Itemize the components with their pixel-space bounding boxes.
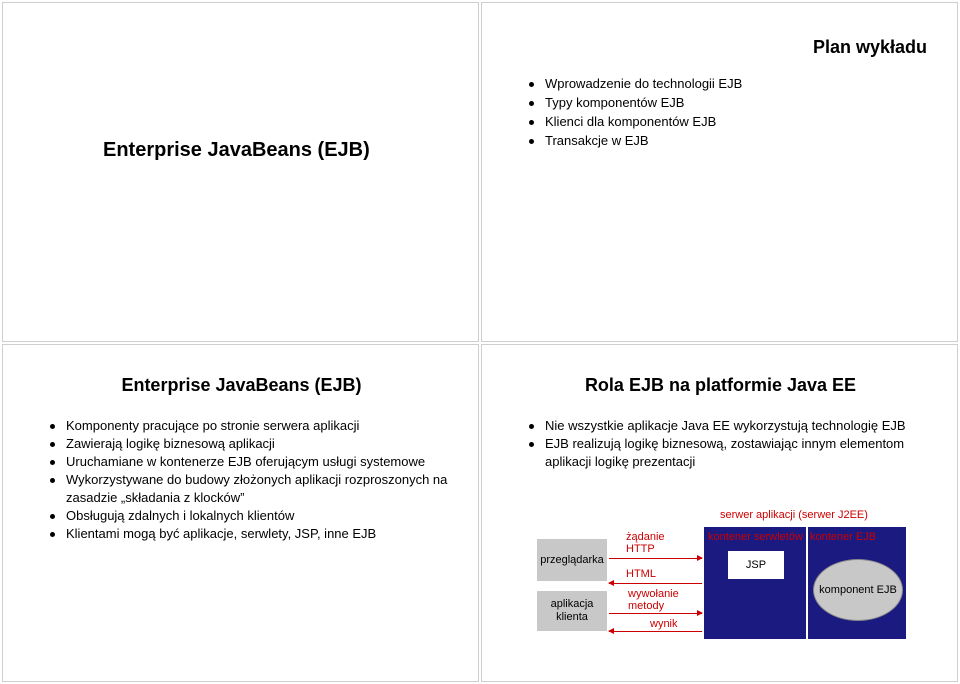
slide-2-title: Plan wykładu <box>812 37 927 57</box>
list-item: EJB realizują logikę biznesową, zostawiając innym elementom aplikacji logikę prezentacji <box>528 435 953 471</box>
list-item: Uruchamiane w kontenerze EJB oferującym usługi systemowe <box>49 453 469 471</box>
list-item: Nie wszystkie aplikacje Java EE wykorzystują technologię EJB <box>528 417 953 435</box>
list-item: Typy komponentów EJB <box>528 94 948 112</box>
list-item: Transakcje w EJB <box>528 132 948 150</box>
architecture-diagram <box>482 345 959 683</box>
list-item: Wykorzystywane do budowy złożonych aplikacji rozproszonych na zasadzie „składania z klocków” <box>49 471 469 507</box>
ejb-component-ellipse: komponent EJB <box>813 559 903 621</box>
slide-ejb-role <box>481 344 958 682</box>
result-label: wynik <box>650 618 678 630</box>
list-item: Klienci dla komponentów EJB <box>528 113 948 131</box>
list-item: Klientami mogą być aplikacje, serwlety, JSP, inne EJB <box>49 525 469 543</box>
list-item: Komponenty pracujące po stronie serwera aplikacji <box>49 417 469 435</box>
html-label: HTML <box>626 568 656 580</box>
jsp-box: JSP <box>728 551 784 579</box>
browser-box: przeglądarka <box>537 539 607 581</box>
servlet-container <box>704 527 806 639</box>
slide-4-title: Rola EJB na platformie Java EE <box>584 375 857 395</box>
client-app-box: aplikacja klienta <box>537 591 607 631</box>
slide-1-title: Enterprise JavaBeans (EJB) <box>103 139 370 161</box>
ejb-container-label: kontener EJB <box>810 531 877 543</box>
slide-ejb-overview <box>2 344 479 682</box>
slide-agenda <box>481 2 958 342</box>
server-label: serwer aplikacji (serwer J2EE) <box>720 509 868 521</box>
servlet-container-label: kontener serwletów <box>708 531 803 543</box>
list-item: Zawierają logikę biznesową aplikacji <box>49 435 469 453</box>
html-arrow <box>609 583 702 584</box>
agenda-list <box>528 75 948 151</box>
list-item: Obsługują zdalnych i lokalnych klientów <box>49 507 469 525</box>
method-call-label: wywołanie metody <box>628 588 679 612</box>
request-arrow <box>609 558 702 559</box>
ejb-features-list <box>49 417 469 543</box>
list-item: Wprowadzenie do technologii EJB <box>528 75 948 93</box>
slide-title <box>2 2 479 342</box>
result-arrow <box>609 631 702 632</box>
method-call-arrow <box>609 613 702 614</box>
slide-3-title: Enterprise JavaBeans (EJB) <box>121 375 362 395</box>
request-http-label: żądanie HTTP <box>626 531 665 555</box>
